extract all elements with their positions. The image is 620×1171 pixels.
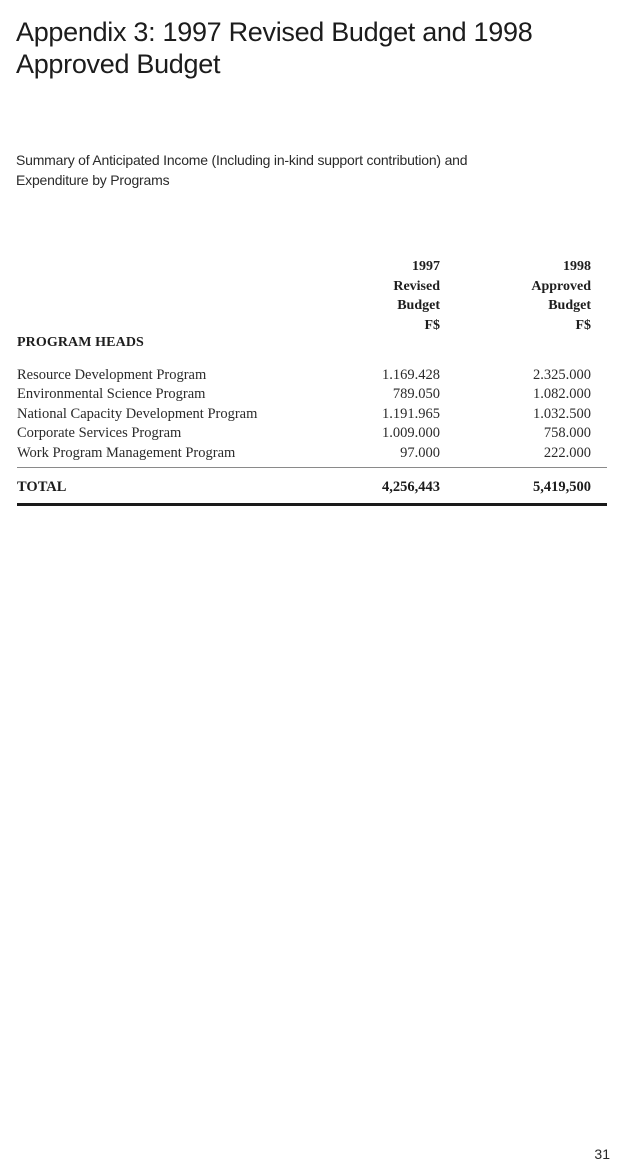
program-name: Corporate Services Program [17,425,182,442]
table-row [17,385,592,404]
column-header-line: F$ [575,317,591,333]
table-caption [16,150,576,190]
value-1998: 1.082.000 [533,386,591,403]
section-label-program-heads: PROGRAM HEADS [17,335,144,350]
value-1998: 222.000 [543,444,591,461]
column-header-line: 1998 [563,259,591,274]
value-1997: 1.169.428 [382,367,440,383]
title-line-2: Approved Budget [16,49,221,79]
column-header-line: Revised [393,278,440,294]
table-row [17,424,592,443]
table-row [17,444,592,463]
table-row [17,405,592,424]
table-bottom-rule [17,503,607,506]
column-header-line: 1997 [412,259,440,274]
table-row [17,366,592,385]
subtotal-divider [17,467,607,468]
total-1998: 5,419,500 [533,479,591,495]
value-1997: 97.000 [400,444,440,461]
column-header-line: Budget [397,298,440,313]
value-1997: 1.009.000 [382,425,440,442]
value-1998: 1.032.500 [533,405,591,422]
program-name: Environmental Science Program [17,386,206,403]
value-1998: 758.000 [543,425,591,442]
column-header-line: Budget [548,298,591,313]
program-name: National Capacity Development Program [17,405,258,422]
caption-line-1: Summary of Anticipated Income (Including in-kind support contribution) and [16,152,468,168]
program-name: Resource Development Program [17,367,207,383]
title-line-1: Appendix 3: 1997 Revised Budget and 1998 [16,17,533,47]
value-1997: 1.191.965 [382,405,440,422]
budget-table-body [17,366,592,463]
total-1997: 4,256,443 [382,479,440,495]
program-name: Work Program Management Program [17,444,236,461]
column-header-1997-revised-budget [330,257,440,335]
column-header-line: F$ [424,317,440,333]
value-1998: 2.325.000 [533,367,591,383]
column-header-1998-approved-budget [470,257,591,335]
total-row [17,477,592,497]
page-title [16,16,606,80]
caption-line-2: Expenditure by Programs [16,172,170,188]
value-1997: 789.050 [392,386,440,403]
page-number: 31 [594,1146,610,1162]
column-header-line: Approved [531,278,591,294]
total-label: TOTAL [17,479,67,495]
